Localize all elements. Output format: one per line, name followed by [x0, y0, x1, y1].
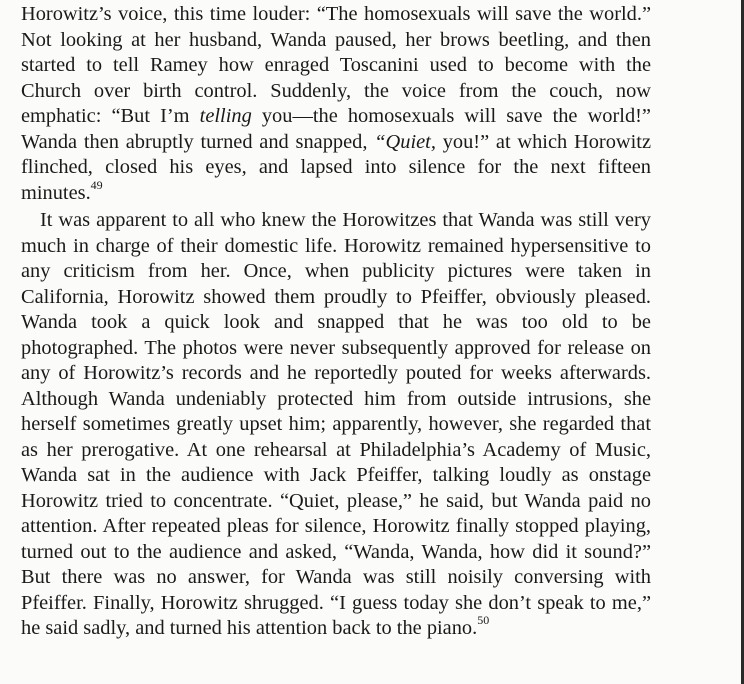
italic-emphasis-quiet: “Quiet,: [374, 130, 436, 153]
paragraph-1: [21, 2, 651, 206]
paragraph-1-text-continued: you—the homosexuals will save the world!” Wanda then abruptly turned and snapped,: [21, 105, 651, 153]
paragraph-1-text-end: you!” at which Horowitz flinched, closed his eyes, and lapsed into silence for the next fifteen minutes.: [21, 130, 651, 204]
italic-emphasis-telling: telling: [199, 105, 252, 127]
paragraph-1-text: Horowitz’s voice, this time louder: “The homosexuals will save the world.” Not looking at her husband, Wanda paused, her brows beetling, and then started to tell Ramey how enraged Toscanini used to become with the Church over birth control. Suddenly, the voice from the couch, now emphatic: “But I’m: [21, 3, 651, 127]
paragraph-2-text: It was apparent to all who knew the Horowitzes that Wanda was still very much in charge of their domestic life. Horowitz remained hypersensitive to any criticism from her. Once, when publicity pictures were taken in California, Horowitz showed them proudly to Pfeiffer, obviously pleased. Wanda took a quick look and snapped that he was too old to be photographed. The photos were never subsequently approved for release on any of Horowitz’s records and he reportedly pouted for weeks afterwards. Although Wanda undeniably protected him from outside intrusions, she herself sometimes greatly upset him; apparently, however, she regarded that as her prerogative. At one rehearsal at Philadelphia’s Academy of Music, Wanda sat in the audience with Jack Pfeiffer, talking loudly as onstage Horowitz tried to concentrate. “Quiet, please,” he said, but Wanda paid no attention. After repeated pleas for silence, Horowitz finally stopped playing, turned out to the audience and asked, “Wanda, Wanda, how did it sound?” But there was no answer, for Wanda was still noisily conversing with Pfeiffer. Finally, Horowitz shrugged. “I guess today she don’t speak to me,” he said sadly, and turned his attention back to the piano.: [21, 209, 651, 639]
paragraph-2: [21, 208, 651, 642]
book-page-text: [21, 2, 651, 642]
footnote-marker-49: 49: [90, 177, 103, 192]
footnote-marker-50: 50: [477, 613, 490, 628]
